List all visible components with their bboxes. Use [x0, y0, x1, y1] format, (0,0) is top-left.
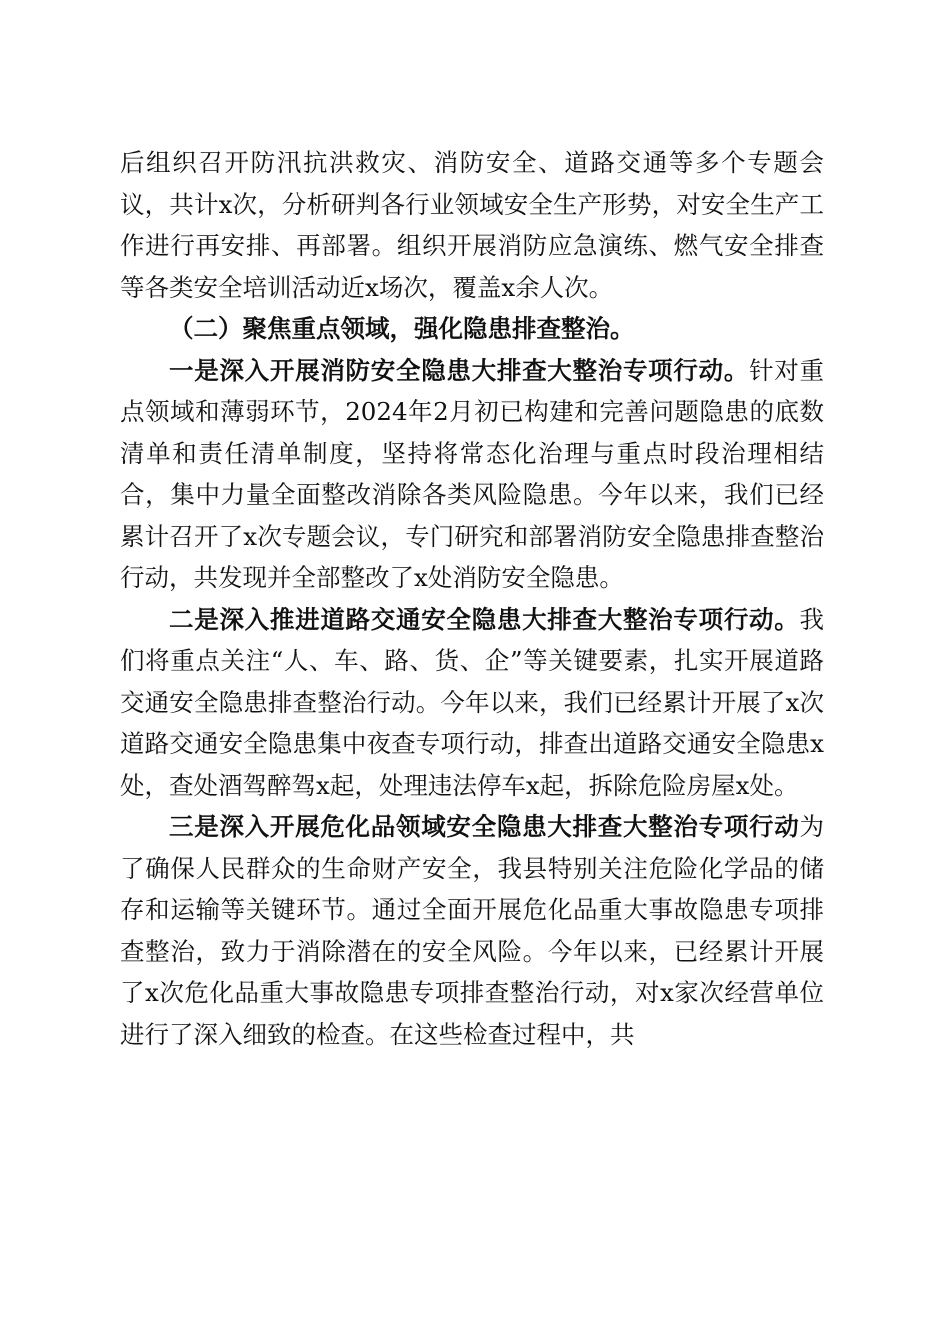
paragraph-lead: 二是深入推进道路交通安全隐患大排查大整治专项行动。	[169, 604, 800, 634]
paragraph-text: 我们将重点关注“人、车、路、货、企”等关键要素，扎实开展道路交通安全隐患排查整治行动。今年以来，我们已经累计开展了x次道路交通安全隐患集中夜查专项行动，排查出道路交通安全隐患x处，查处酒驾醉驾x起，处理违法停车x起，拆除危险房屋x处。	[120, 604, 824, 800]
paragraph-lead: 一是深入开展消防安全隐患大排查大整治专项行动。	[169, 355, 750, 385]
paragraph-lead: 三是深入开展危化品领域安全隐患大排查大整治专项行动	[169, 812, 800, 841]
paragraph-text: 针对重点领域和薄弱环节，2024年2月初已构建和完善问题隐患的底数清单和责任清单制度，坚持将常态化治理与重点时段治理相结合，集中力量全面整改消除各类风险隐患。今年以来，我们已经累计召开了x次专题会议，专门研究和部署消防安全隐患排查整治行动，共发现并全部整改了x处消防安全隐患。	[120, 355, 825, 592]
paragraph-road-traffic	[120, 599, 824, 807]
paragraph-continued: 后组织召开防汛抗洪救灾、消防安全、道路交通等多个专题会议，共计x次，分析研判各行业领域安全生产形势，对安全生产工作进行再安排、再部署。组织开展消防应急演练、燃气安全排查等各类安全培训活动近x场次，覆盖x余人次。	[120, 148, 824, 302]
document-body	[120, 142, 824, 1055]
paragraph-fire-safety	[120, 350, 824, 599]
section-heading: （二）聚焦重点领域，强化隐患排查整治。	[169, 314, 635, 343]
paragraph-hazardous-chemicals	[120, 806, 824, 1055]
paragraph-text: 为了确保人民群众的生命财产安全，我县特别关注危险化学品的储存和运输等关键环节。通过全面开展危化品重大事故隐患专项排查整治，致力于消除潜在的安全风险。今年以来，已经累计开展了x次危化品重大事故隐患专项排查整治行动，对x家次经营单位进行了深入细致的检查。在这些检查过程中，共	[120, 812, 824, 1049]
